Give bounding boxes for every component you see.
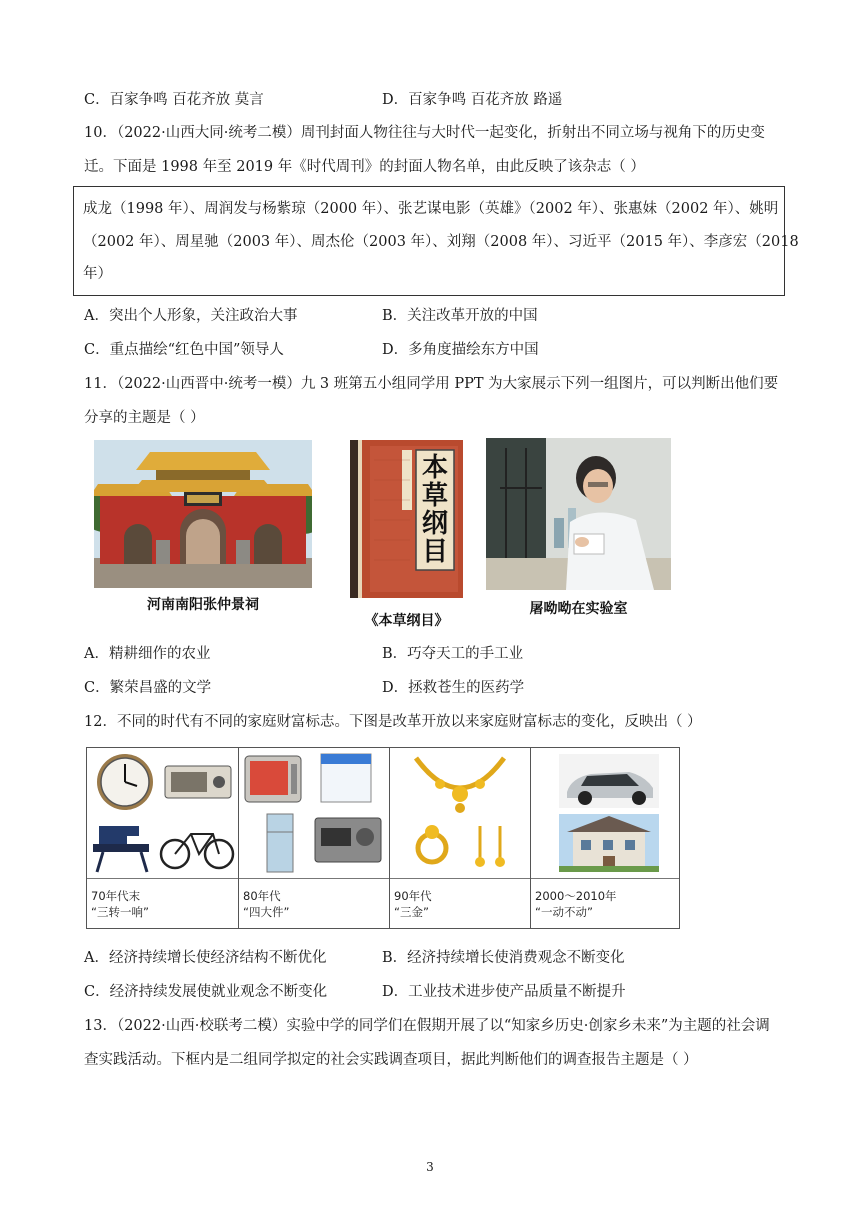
q11-option-b: B．巧夺天工的手工业 (382, 646, 524, 662)
bencao-gangmu-book-photo (350, 440, 463, 598)
q10-stem-line1: 10．（2022·山西大同·统考二模）周刊封面人物往往与大时代一起变化，折射出不同立场与视角下的历史变 (84, 125, 765, 141)
q12-option-c: C．经济持续发展使就业观念不断变化 (84, 984, 328, 1000)
wealth-cell-90s (390, 748, 531, 929)
q10-stem-line2: 迁。下面是 1998 年至 2019 年《时代周刊》的封面人物名单，由此反映了该杂志（ ） (84, 159, 645, 175)
q12-option-a: A．经济持续增长使经济结构不断优化 (84, 950, 327, 966)
q12-option-b: B．经济持续增长使消费观念不断变化 (382, 950, 625, 966)
wealth-name-90s: “三金” (394, 905, 429, 919)
q11-option-c: C．繁荣昌盛的文学 (84, 680, 212, 696)
page-number: 3 (426, 1160, 434, 1174)
q10-material-box (73, 186, 799, 296)
q9-option-c: C．百家争鸣 百花齐放 莫言 (84, 92, 264, 108)
tv-washer-fridge-recorder-icon (239, 748, 389, 876)
q10-box-line2: （2002 年）、周星驰（2003 年）、周杰伦（2003 年）、刘翔（2008 年）、习近平（2015 年）、李彦宏（2018 (83, 234, 799, 250)
q10-option-b: B．关注改革开放的中国 (382, 308, 538, 324)
watch-radio-sewing-bicycle-icon (87, 748, 238, 876)
q10-option-d: D．多角度描绘东方中国 (382, 342, 539, 358)
q10-option-c: C．重点描绘“红色中国”领导人 (84, 342, 284, 358)
wealth-cell-2000s (531, 748, 680, 929)
car-house-icon (531, 748, 679, 876)
q11-stem-line1: 11．（2022·山西晋中·统考一模）九 3 班第五小组同学用 PPT 为大家展示下列一组图片，可以判断出他们要 (84, 376, 779, 392)
book-title: 本草纲目 (421, 453, 448, 567)
q13-stem-line2: 查实践活动。下框内是二组同学拟定的社会实践调查项目，据此判断他们的调查报告主题是（ ） (84, 1052, 698, 1068)
q9-option-d: D．百家争鸣 百花齐放 路遥 (382, 92, 563, 108)
wealth-cell-70s (87, 748, 239, 929)
wealth-name-70s: “三转一响” (91, 905, 149, 919)
q11-stem-line2: 分享的主题是（ ） (84, 410, 205, 426)
q11-option-a: A．精耕细作的农业 (84, 646, 211, 662)
caption-temple: 河南南阳张仲景祠 (147, 597, 259, 613)
q12-option-d: D．工业技术进步使产品质量不断提升 (382, 984, 626, 1000)
q13-stem-line1: 13．（2022·山西·校联考二模）实验中学的同学们在假期开展了以“知家乡历史·创家乡未来”为主题的社会调 (84, 1018, 770, 1034)
wealth-era-80s: 80年代 (243, 889, 281, 903)
wealth-name-80s: “四大件” (243, 905, 290, 919)
wealth-era-2000s: 2000～2010年 (535, 889, 617, 903)
q12-stem: 12．不同的时代有不同的家庭财富标志。下图是改革开放以来家庭财富标志的变化，反映出（ ） (84, 714, 702, 730)
q10-box-line3: 年） (83, 266, 112, 282)
zhang-zhongjing-temple-photo (94, 440, 312, 588)
tu-youyou-lab-photo (486, 438, 671, 590)
wealth-era-70s: 70年代末 (91, 889, 141, 903)
family-wealth-table (86, 747, 680, 929)
q10-option-a: A．突出个人形象，关注政治大事 (84, 308, 298, 324)
wealth-era-90s: 90年代 (394, 889, 432, 903)
wealth-name-2000s: “一动不动” (535, 905, 593, 919)
q10-box-line1: 成龙（1998 年）、周润发与杨紫琼（2000 年）、张艺谋电影（英雄》（2002 年）、张惠妹（2002 年）、姚明 (83, 201, 779, 217)
q11-option-d: D．拯救苍生的医药学 (382, 680, 525, 696)
caption-book: 《本草纲目》 (364, 613, 449, 629)
caption-lab: 屠呦呦在实验室 (529, 601, 628, 617)
gold-necklace-ring-earrings-icon (390, 748, 530, 876)
wealth-cell-80s (239, 748, 390, 929)
